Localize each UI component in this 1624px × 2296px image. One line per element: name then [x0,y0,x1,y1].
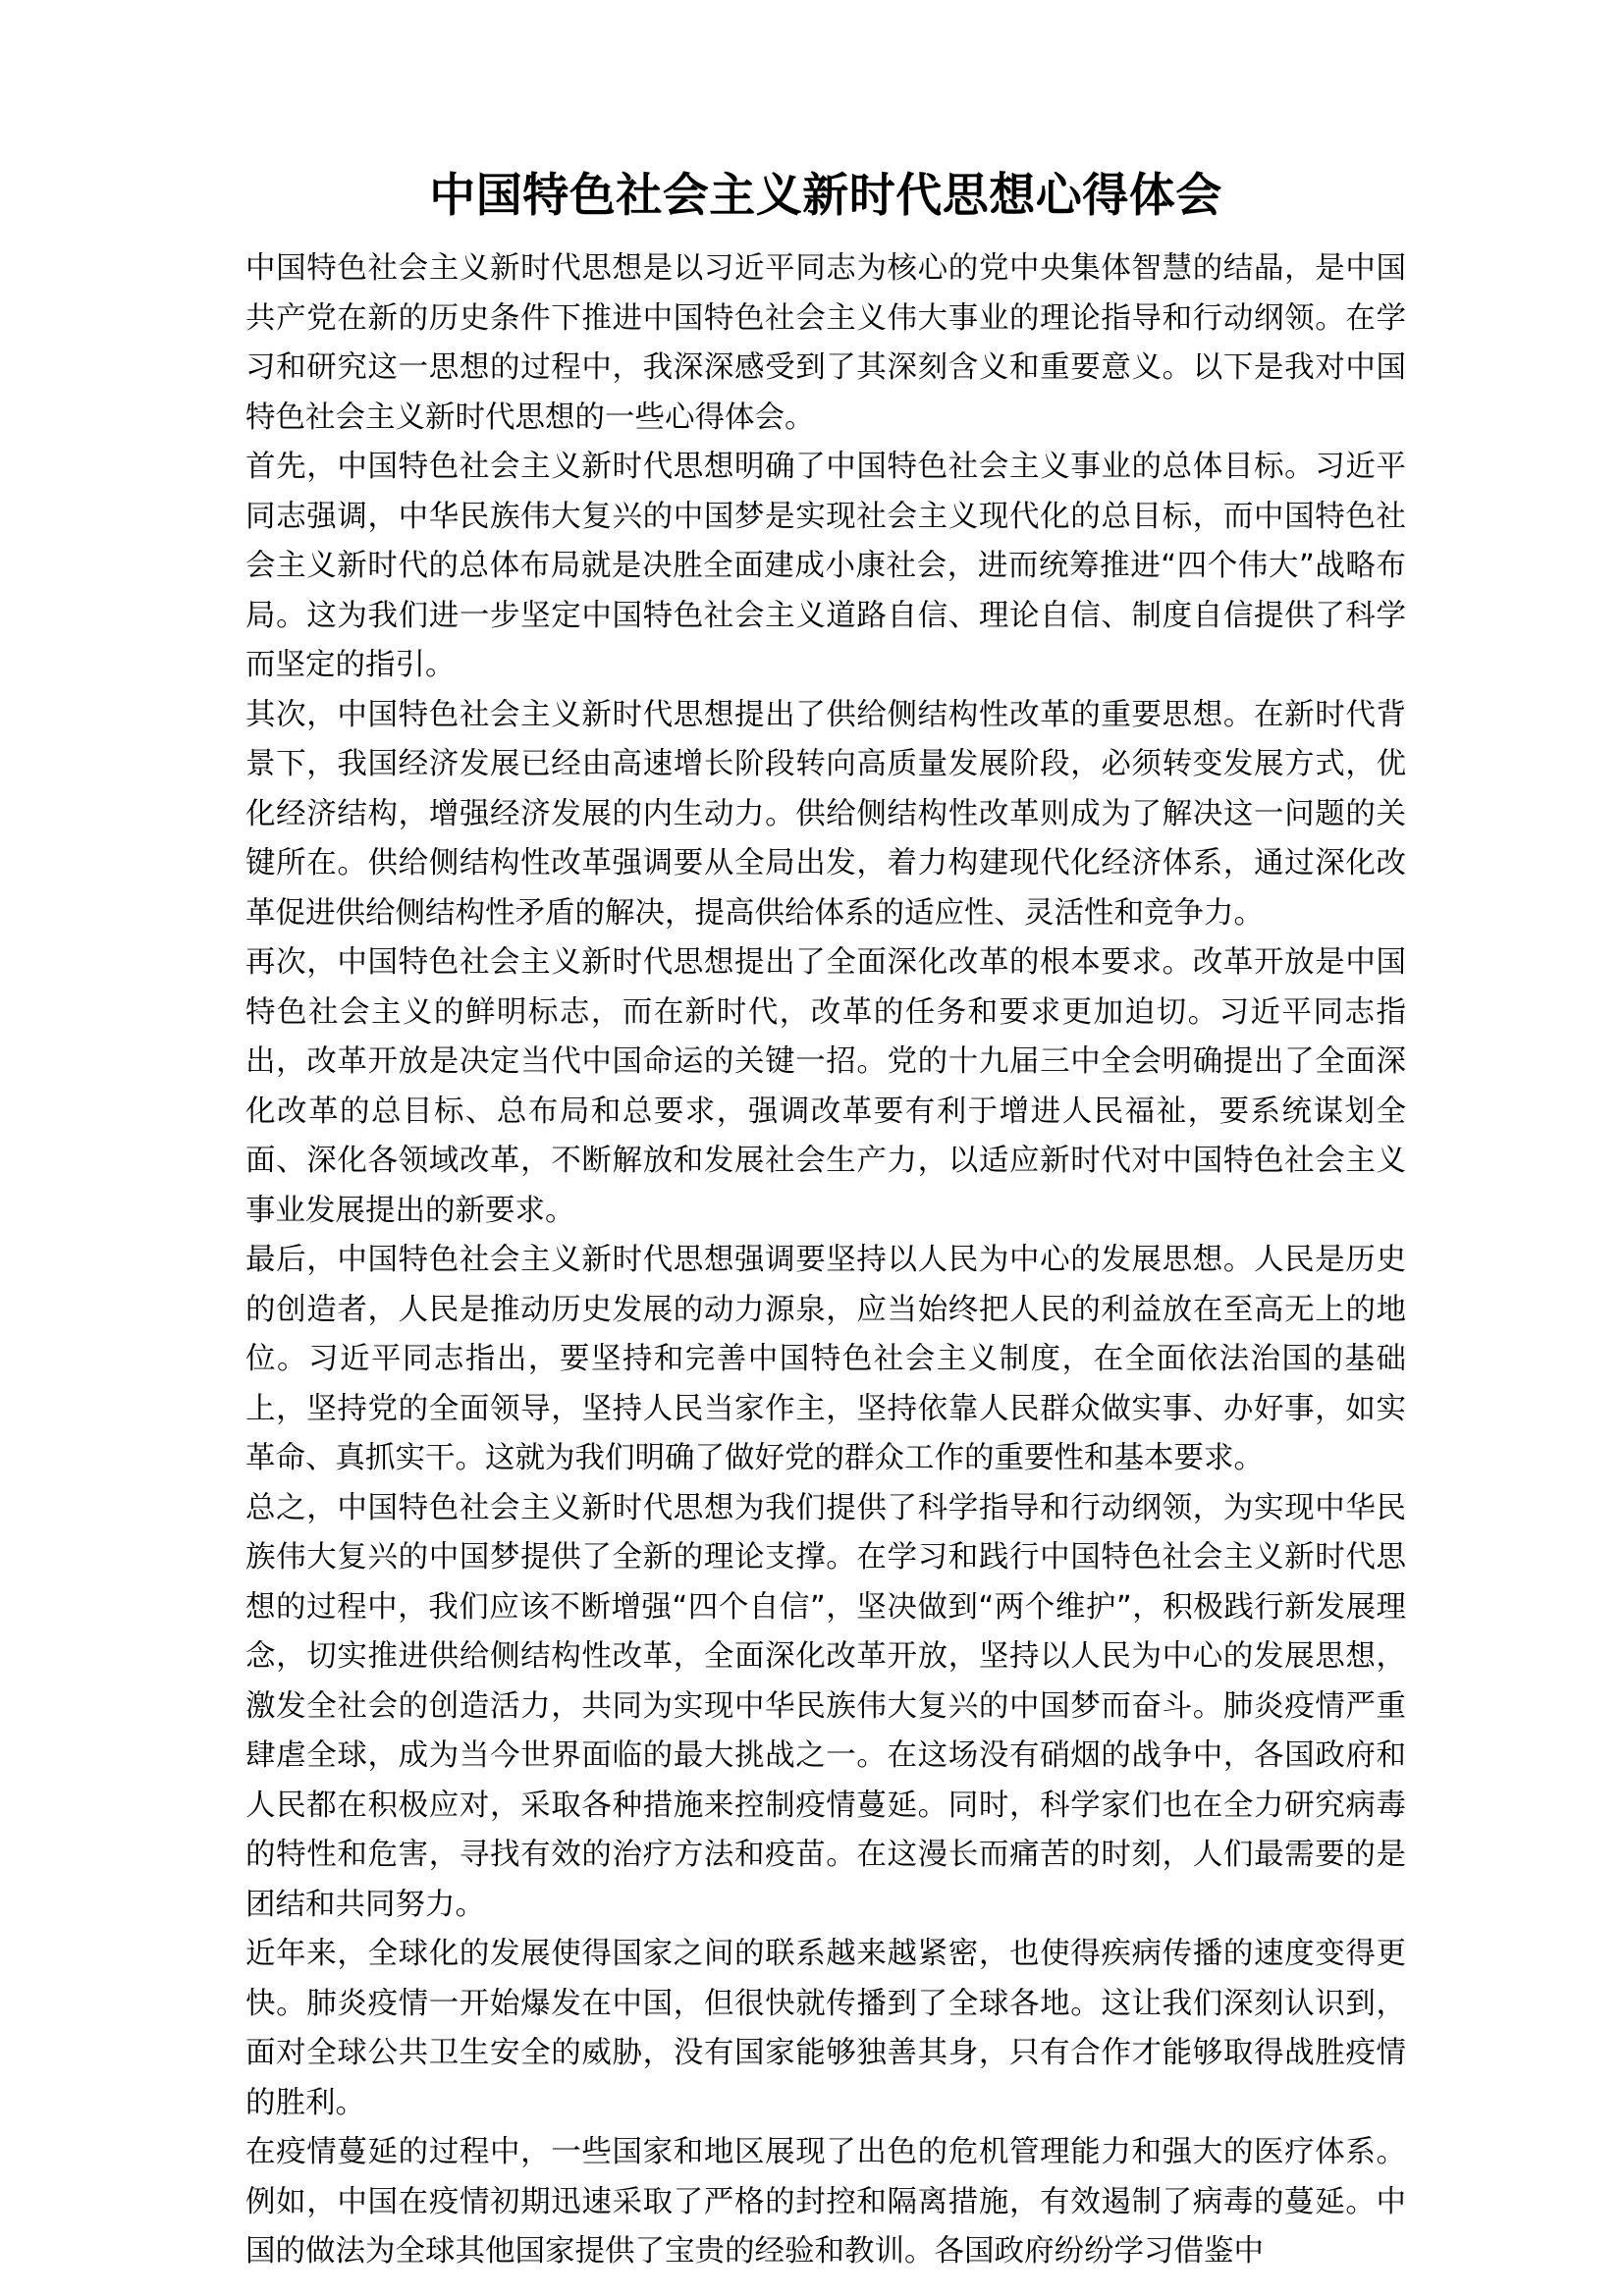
page-title: 中国特色社会主义新时代思想心得体会 [429,169,1222,223]
paragraph: 再次，中国特色社会主义新时代思想提出了全面深化改革的根本要求。改革开放是中国特色社会主义的鲜明标志，而在新时代，改革的任务和要求更加迫切。习近平同志指出，改革开放是决定当代中国命运的关键一招。党的十九届三中全会明确提出了全面深化改革的总目标、总布局和总要求，强调改革要有利于增进人民福祉，要系统谋划全面、深化各领域改革，不断解放和发展社会生产力，以适应新时代对中国特色社会主义事业发展提出的新要求。 [245,945,1406,1228]
document-content [245,165,1406,2277]
document-body [245,244,1406,2277]
paragraph: 在疫情蔓延的过程中，一些国家和地区展现了出色的危机管理能力和强大的医疗体系。例如，中国在疫情初期迅速采取了严格的封控和隔离措施，有效遏制了病毒的蔓延。中国的做法为全球其他国家提供了宝贵的经验和教训。各国政府纷纷学习借鉴中 [245,2135,1406,2269]
paragraph: 中国特色社会主义新时代思想是以习近平同志为核心的党中央集体智慧的结晶，是中国共产党在新的历史条件下推进中国特色社会主义伟大事业的理论指导和行动纲领。在学习和研究这一思想的过程中，我深深感受到了其深刻含义和重要意义。以下是我对中国特色社会主义新时代思想的一些心得体会。 [245,251,1406,435]
paragraph: 近年来，全球化的发展使得国家之间的联系越来越紧密，也使得疾病传播的速度变得更快。肺炎疫情一开始爆发在中国，但很快就传播到了全球各地。这让我们深刻认识到，面对全球公共卫生安全的威胁，没有国家能够独善其身，只有合作才能够取得战胜疫情的胜利。 [245,1937,1406,2120]
paragraph: 其次，中国特色社会主义新时代思想提出了供给侧结构性改革的重要思想。在新时代背景下，我国经济发展已经由高速增长阶段转向高质量发展阶段，必须转变发展方式，优化经济结构，增强经济发展的内生动力。供给侧结构性改革则成为了解决这一问题的关键所在。供给侧结构性改革强调要从全局出发，着力构建现代化经济体系，通过深化改革促进供给侧结构性矛盾的解决，提高供给体系的适应性、灵活性和竞争力。 [245,697,1406,931]
paragraph: 最后，中国特色社会主义新时代思想强调要坚持以人民为中心的发展思想。人民是历史的创造者，人民是推动历史发展的动力源泉，应当始终把人民的利益放在至高无上的地位。习近平同志指出，要坚持和完善中国特色社会主义制度，在全面依法治国的基础上，坚持党的全面领导，坚持人民当家作主，坚持依靠人民群众做实事、办好事，如实革命、真抓实干。这就为我们明确了做好党的群众工作的重要性和基本要求。 [245,1243,1406,1476]
paragraph: 首先，中国特色社会主义新时代思想明确了中国特色社会主义事业的总体目标。习近平同志强调，中华民族伟大复兴的中国梦是实现社会主义现代化的总目标，而中国特色社会主义新时代的总体布局就是决胜全面建成小康社会，进而统筹推进“四个伟大”战略布局。这为我们进一步坚定中国特色社会主义道路自信、理论自信、制度自信提供了科学而坚定的指引。 [245,450,1406,683]
paragraph: 总之，中国特色社会主义新时代思想为我们提供了科学指导和行动纲领，为实现中华民族伟大复兴的中国梦提供了全新的理论支撑。在学习和践行中国特色社会主义新时代思想的过程中，我们应该不断增强“四个自信”，坚决做到“两个维护”，积极践行新发展理念，切实推进供给侧结构性改革，全面深化改革开放，坚持以人民为中心的发展思想，激发全社会的创造活力，共同为实现中华民族伟大复兴的中国梦而奋斗。肺炎疫情严重肆虐全球，成为当今世界面临的最大挑战之一。在这场没有硝烟的战争中，各国政府和人民都在积极应对，采取各种措施来控制疫情蔓延。同时，科学家们也在全力研究病毒的特性和危害，寻找有效的治疗方法和疫苗。在这漫长而痛苦的时刻，人们最需要的是团结和共同努力。 [245,1490,1406,1922]
